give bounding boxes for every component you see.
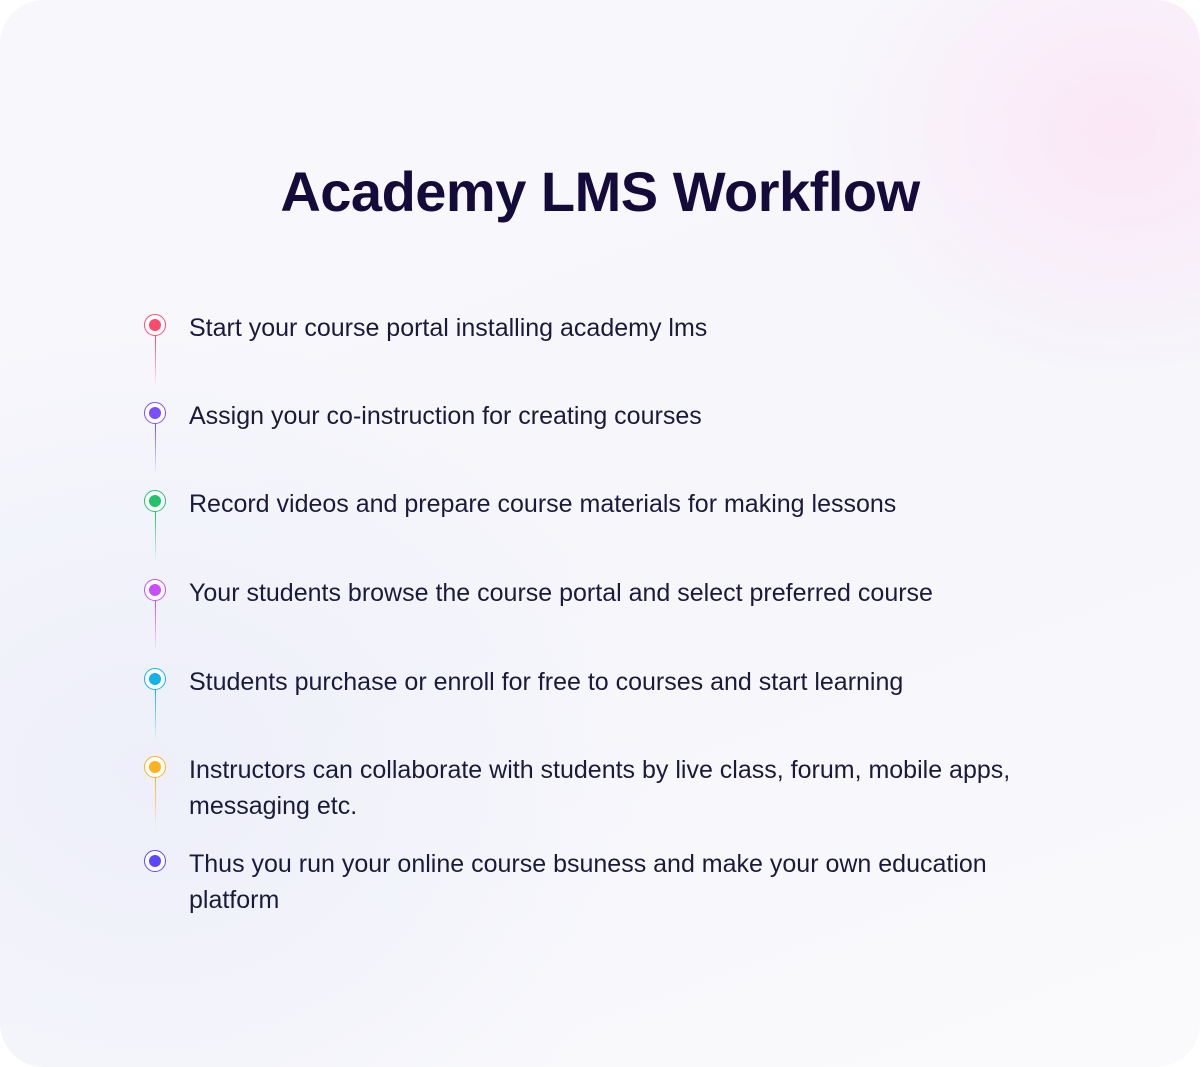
page-title: Academy LMS Workflow [280, 160, 920, 223]
step-2-text: Assign your co-instruction for creating courses [189, 402, 702, 430]
step-1-marker-icon [144, 314, 166, 336]
step-4-connector [155, 601, 156, 651]
step-6-marker-icon [144, 756, 166, 778]
step-4-marker-icon [144, 579, 166, 601]
step-7-text: Thus you run your online course bsuness and make your own education platform [189, 850, 987, 914]
step-5-connector [155, 690, 156, 740]
step-6-connector [155, 778, 156, 828]
step-5-text: Students purchase or enroll for free to courses and start learning [189, 668, 904, 696]
step-2-marker-icon [144, 402, 166, 424]
step-4-text: Your students browse the course portal and select preferred course [189, 579, 933, 607]
step-3-text: Record videos and prepare course materials for making lessons [189, 490, 897, 518]
step-3-connector [155, 512, 156, 562]
step-3-marker-icon [144, 490, 166, 512]
step-1-text: Start your course portal installing academy lms [189, 314, 708, 342]
step-6-text: Instructors can collaborate with students by live class, forum, mobile apps, messaging etc. [189, 756, 1011, 820]
workflow-steps [140, 0, 1100, 1067]
step-2-connector [155, 424, 156, 474]
step-1-connector [155, 336, 156, 386]
step-5-marker-icon [144, 668, 166, 690]
step-7-marker-icon [144, 850, 166, 872]
